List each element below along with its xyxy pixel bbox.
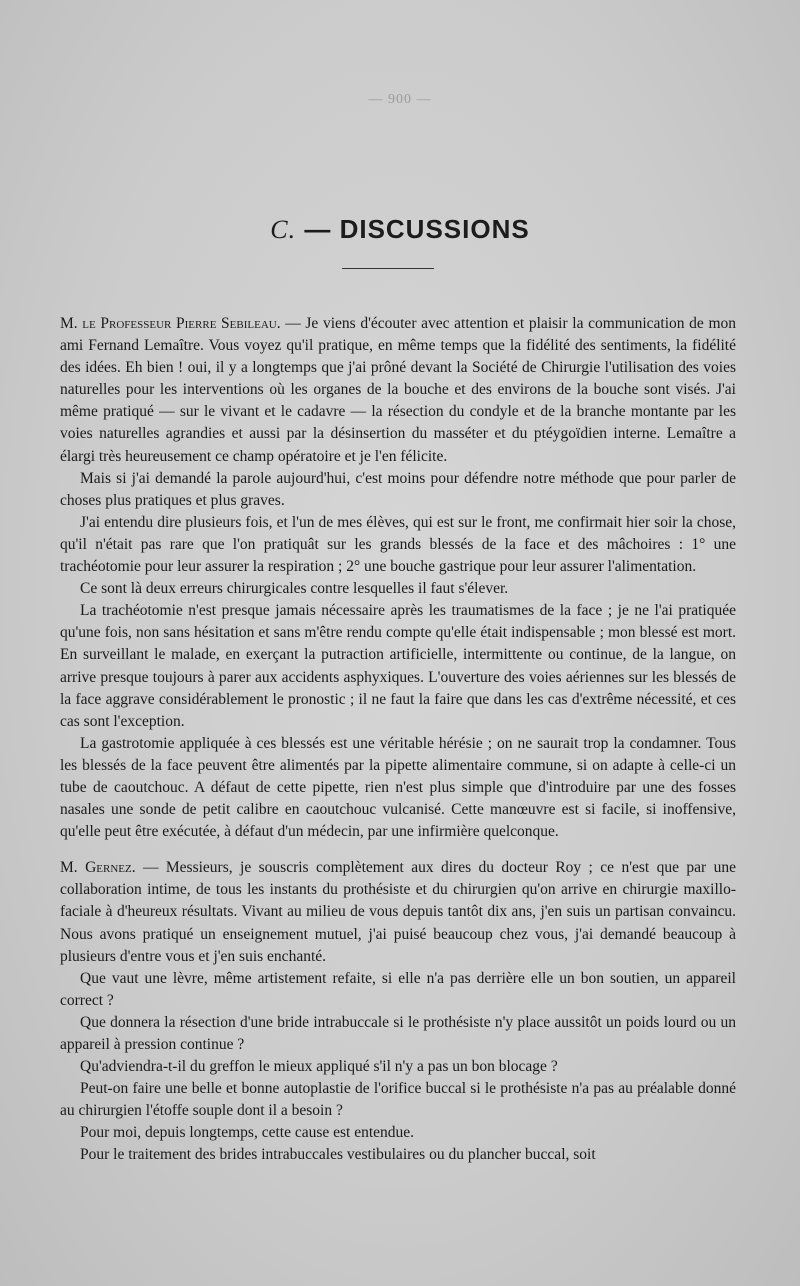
paragraph: La trachéotomie n'est presque jamais nécessaire après les traumatismes de la face ; je ne l'ai pratiquée qu'une fois, non sans hésitation et sans m'être rendu compte qu'elle était indispensable ; mon blessé est mort. En surveillant le malade, en exerçant la putraction artificielle, intermittente ou continue, de la langue, on arrive presque toujours à parer aux accidents asphyxiques. L'ouverture des voies aériennes sur les blessés de la face aggrave considérablement le pronostic ; il ne faut la faire que dans les cas d'extrême nécessité, et ces cas sont l'exception.	[60, 602, 736, 730]
section-title: DISCUSSIONS	[339, 214, 530, 244]
paragraph: Que vaut une lèvre, même artistement refaite, si elle n'a pas derrière elle un bon soutien, un appareil correct ?	[60, 969, 736, 1009]
paragraph-text: — Je viens d'écouter avec attention et plaisir la communication de mon ami Fernand Lemaître. Vous voyez qu'il pratique, en même temps que la fidélité des sentiments, la fidélité des idées. Eh bien ! oui, il y a longtemps que j'ai prôné devant la Société de Chirurgie l'utilisation des voies naturelles pour les interventions où les organes de la bouche et des environs de la bouche sont visés. J'ai même pratiqué — sur le vivant et le cadavre — la résection du condyle et de la branche montante par les voies naturelles agrandies et aussi par la désinsertion du masséter et du ptéygoïdien interne. Lemaître a élargi très heureusement ce champ opératoire et je l'en félicite.	[60, 315, 737, 465]
paragraph: La gastrotomie appliquée à ces blessés est une véritable hérésie ; on ne saurait trop la condamner. Tous les blessés de la face peuvent être alimentés par la pipette alimentaire commune, si on adapte à celle-ci un tube de caoutchouc. A défaut de cette pipette, rien n'est plus simple que d'introduire par une des fosses nasales une sonde de petit calibre en caoutchouc vulcanisé. Cette manœuvre est si facile, si inoffensive, qu'elle peut être exécutée, à défaut d'un médecin, par une infirmière quelconque.	[60, 734, 736, 841]
paragraph: Mais si j'ai demandé la parole aujourd'hui, c'est moins pour défendre notre méthode que pour parler de choses plus pratiques et plus graves.	[60, 469, 736, 509]
discussion-body	[60, 313, 736, 1167]
paragraph: Que donnera la résection d'une bride intrabuccale si le prothésiste n'y place aussitôt un poids lourd ou un appareil à pression continue ?	[60, 1013, 736, 1053]
paragraph: Qu'adviendra-t-il du greffon le mieux appliqué s'il n'y a pas un bon blocage ?	[80, 1058, 558, 1076]
paragraph-text: — Messieurs, je souscris complètement aux dires du docteur Roy ; ce n'est que par une collaboration intime, de tous les instants du prothésiste et du chirurgien qu'on arrive en chirurgie maxillo-faciale à d'heureux résultats. Vivant au milieu de vous depuis tantôt dix ans, j'en suis un partisan convaincu. Nous avons pratiqué un enseignement mutuel, j'ai puisé beaucoup chez vous, j'ai demandé beaucoup à plusieurs d'entre vous et j'en suis enchanté.	[60, 859, 736, 965]
section-letter: C.	[270, 215, 297, 244]
paragraph	[60, 857, 736, 967]
paragraph: Pour le traitement des brides intrabuccales vestibulaires ou du plancher buccal, soit	[80, 1146, 596, 1164]
paragraph: J'ai entendu dire plusieurs fois, et l'un de mes élèves, qui est sur le front, me confirmait hier soir la chose, qu'il n'était pas rare que l'on pratiquât sur les grands blessés de la face et des mâchoires : 1° une trachéotomie pour leur assurer la respiration ; 2° une bouche gastrique pour leur assurer l'alimentation.	[60, 513, 736, 576]
page-number: — 900 —	[368, 92, 432, 107]
paragraph: Peut-on faire une belle et bonne autoplastie de l'orifice buccal si le prothésiste n'a pas au préalable donné au chirurgien l'étoffe souple dont il a besoin ?	[60, 1080, 736, 1120]
paragraph: Pour moi, depuis longtemps, cette cause est entendue.	[80, 1124, 415, 1142]
paragraph	[60, 313, 736, 468]
paragraph: Ce sont là deux erreurs chirurgicales contre lesquelles il faut s'élever.	[80, 580, 509, 598]
section-dash: —	[296, 214, 340, 244]
speaker-name: M. Gernez.	[60, 859, 136, 877]
heading-underline	[342, 268, 434, 269]
speaker-name: M. le Professeur Pierre Sebileau.	[60, 315, 281, 332]
section-heading	[0, 214, 800, 245]
